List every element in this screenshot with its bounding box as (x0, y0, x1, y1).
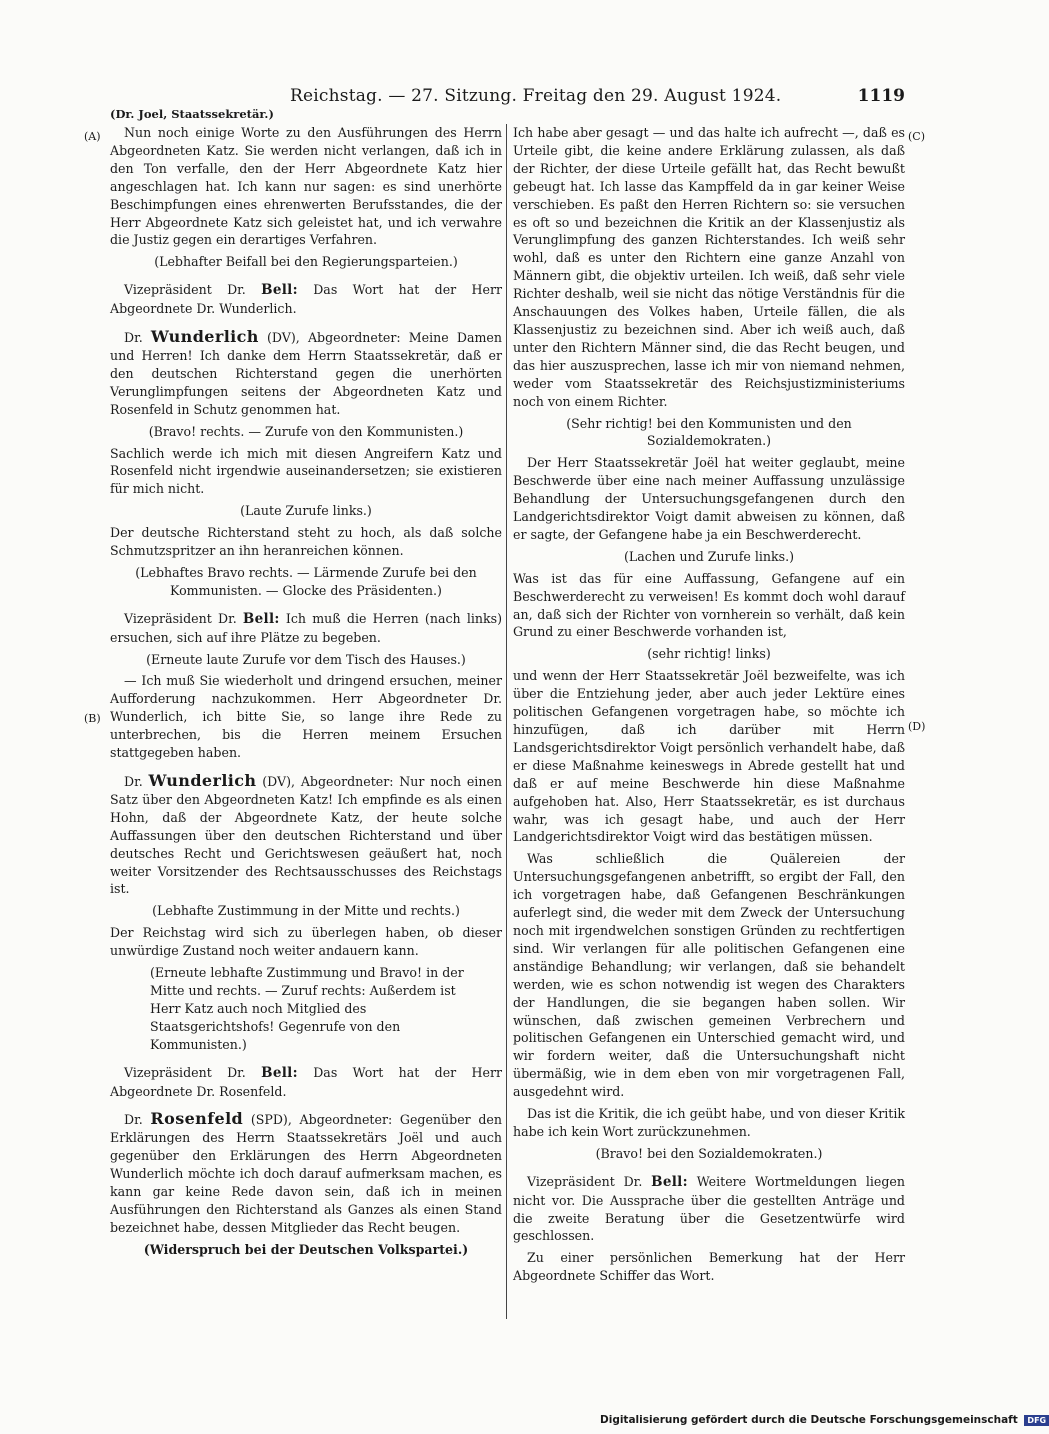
speaker-name: Bell: (261, 282, 298, 299)
interjection: (Bravo! rechts. — Zurufe von den Kommunisten.) (148, 423, 464, 439)
paragraph: Was ist das für eine Auffassung, Gefangene auf ein Beschwerderecht zu verweisen! Es kommt doch wohl darauf an, daß sich der Richter von vornherein so verhält, daß kein Grund zu einer Beschwerde vorhanden ist, (513, 570, 905, 640)
speaker-paragraph (110, 1110, 502, 1236)
paragraph: Zu einer persönlichen Bemerkung hat der Herr Abgeordnete Schiffer das Wort. (513, 1250, 905, 1284)
paragraph: Der Herr Staatssekretär Joël hat weiter geglaubt, meine Beschwerde über eine nach meiner Auffassung unzulässige Behandlung der Untersuchungsgefangenen durch den Landgerichtsdirektor Voigt damit abweisen zu können, daß er sagte, der Gefangene habe ja ein Beschwerderecht. (513, 455, 905, 542)
dfg-logo: DFG (1024, 1415, 1049, 1426)
paragraph-text: Vizepräsident Dr. (527, 1173, 652, 1189)
speaker-paragraph (110, 1064, 502, 1101)
speaker-paragraph (110, 610, 502, 647)
paragraph-text: Dr. (124, 330, 151, 346)
paragraph: Was schließlich die Quälereien der Untersuchungsgefangenen anbetrifft, so ergibt der Fall, den ich vorgetragen habe, daß Gefangenen Beschränkungen auferlegt sind, die weder mit dem Zweck der Untersuchung noch mit irgendwelchen sonstigen Gründen zu rechtfertigen sind. Wir verlangen für alle politischen Gefangenen eine anständige Behandlung; wir verlangen, daß sie behandelt werden, wie es schon notwendig ist wegen des Charakters der Handlungen, die sie begangen haben sollen. Wir wünschen, daß zwischen gemeinen Verbrechern und politischen Gefangenen ein Unterschied gemacht wird, und wir fordern weiter, daß die Untersuchungshaft nicht übermäßig, wie in dem eben von mir vorgetragenen Fall, ausgedehnt wird. (513, 851, 905, 1100)
paragraph-text: Vizepräsident Dr. (124, 610, 243, 626)
interjection: (Lachen und Zurufe links.) (623, 548, 795, 564)
paragraph: — Ich muß Sie wiederholt und dringend ersuchen, meiner Aufforderung nachzukommen. Herr Abgeordneter Dr. Wunderlich, ich bitte Sie, so lange ihre Rede zu unterbrechen, bis die Herren meinem Ersuchen stattgegeben haben. (110, 673, 502, 761)
margin-marker-b: (B) (84, 712, 101, 725)
speaker-paragraph (513, 1173, 905, 1246)
column-divider (506, 124, 507, 1319)
interjection: (Widerspruch bei der Deutschen Volkspartei.) (143, 1241, 469, 1257)
paragraph-text: Das Wort hat der Herr Abgeordnete Dr. Rosenfeld. (110, 1064, 503, 1099)
speaker-name: Bell: (242, 610, 280, 627)
speaker-name: Wunderlich (150, 327, 259, 347)
interjection: (Lebhafte Zustimmung in der Mitte und rechts.) (152, 903, 460, 919)
interjection: (Laute Zurufe links.) (240, 503, 372, 519)
paragraph: Der Reichstag wird sich zu überlegen haben, ob dieser unwürdige Zustand noch weiter andauern kann. (110, 925, 502, 959)
margin-marker-d: (D) (908, 720, 926, 733)
paragraph: und wenn der Herr Staatssekretär Joël bezweifelte, was ich über die Entziehung jeder, aber auch jeder Lektüre eines politischen Gefangenen vorgetragen habe, so möchte ich hinzufügen, daß ich darüber mit Herrn Landsgerichtsdirektor Voigt persönlich verhandelt habe, daß er diese Maßnahme keineswegs in Abrede gestellt hat und daß er auf meine Beschwerde hin diese Maßnahme aufgehoben hat. Also, Herr Staatssekretär, es ist durchaus wahr, was ich gesagt habe, und auch der Herr Landgerichtsdirektor Voigt wird das bestätigen müssen. (513, 668, 905, 845)
running-header (110, 86, 905, 108)
paragraph-text: (DV), Abgeordneter: Meine Damen und Herren! Ich danke dem Herrn Staatssekretär, daß er den deutschen Richterstand gegen die unerhörten Verunglimpfungen seitens der Abgeordneten Katz und Rosenfeld in Schutz genommen hat. (110, 330, 502, 417)
paragraph-text: Vizepräsident Dr. (124, 282, 262, 298)
paragraph: Nun noch einige Worte zu den Ausführungen des Herrn Abgeordneten Katz. Sie werden nicht verlangen, daß ich in den Ton verfalle, den der Herr Abgeordnete Katz hier angeschlagen hat. Ich kann nur sagen: es sind unerhörte Beschimpfungen eines ehrenwerten Berufsstandes, die der Herr Abgeordnete Katz sich geleistet hat, und ich verwahre die Justiz gegen ein derartiges Verfahren. (110, 125, 502, 248)
interjection: (sehr richtig! links) (647, 646, 771, 662)
speaker-context: (Dr. Joel, Staatssekretär.) (110, 107, 274, 121)
page-number: 1119 (857, 86, 905, 106)
margin-marker-c: (C) (908, 130, 925, 143)
interjection: (Lebhaftes Bravo rechts. — Lärmende Zurufe bei den Kommunisten. — Glocke des Präsidenten.) (135, 564, 477, 598)
speaker-paragraph (110, 281, 502, 318)
speaker-name: Bell: (651, 1173, 688, 1190)
paragraph: Sachlich werde ich mich mit diesen Angreifern Katz und Rosenfeld nicht irgendwie auseinandersetzen; sie existieren für mich nicht. (110, 445, 502, 497)
speaker-paragraph (110, 328, 502, 419)
interjection: (Lebhafter Beifall bei den Regierungsparteien.) (154, 254, 458, 270)
paragraph-text: Dr. (124, 1112, 151, 1128)
margin-marker-a: (A) (84, 130, 101, 143)
paragraph-text: (DV), Abgeordneter: Nur noch einen Satz über den Abgeordneten Katz! Ich empfinde es als einen Hohn, daß der Abgeordnete Katz, der heute solche Auffassungen über den deutschen Richterstand und über deutsches Recht und Gerichtswesen geäußert hat, noch weiter Vorsitzender des Rechtsausschusses des Reichstags ist. (110, 774, 503, 897)
paragraph-text: Vizepräsident Dr. (124, 1064, 262, 1080)
paragraph-text: Dr. (124, 774, 149, 789)
credit-text: Digitalisierung gefördert durch die Deutsche Forschungsgemeinschaft (600, 1414, 1018, 1426)
left-column (110, 124, 502, 1263)
paragraph: Das ist die Kritik, die ich geübt habe, und von dieser Kritik habe ich kein Wort zurückzunehmen. (513, 1106, 905, 1139)
speaker-name: Bell: (261, 1064, 298, 1081)
right-column (513, 124, 905, 1289)
speaker-name: Rosenfeld (150, 1109, 244, 1129)
interjection: (Sehr richtig! bei den Kommunisten und den Sozialdemokraten.) (566, 415, 852, 449)
paragraph-text: (SPD), Abgeordneter: Gegenüber den Erklärungen des Herrn Staatssekretärs Joël und auch gegenüber den Erklärungen des Herrn Abgeordneten Wunderlich möchte ich doch darauf aufmerksam machen, es kann gar keine Rede davon sein, daß ich in meinen Ausführungen den Richterstand als Ganzes als einen Stand bezeichnet habe, dessen Mitglieder das Recht beugen. (110, 1112, 502, 1235)
speaker-name: Wunderlich (148, 771, 257, 790)
paragraph: Der deutsche Richterstand steht zu hoch, als daß solche Schmutzspritzer an ihn heranreichen können. (110, 525, 502, 559)
paragraph: Ich habe aber gesagt — und das halte ich aufrecht —, daß es Urteile gibt, die keine andere Erklärung zulassen, als daß der Richter, der diese Urteile gefällt hat, das Recht bewußt gebeugt hat. Ich lasse das Kampffeld da in gar keiner Weise verschieben. Es paßt den Herren Richtern so: sie versuchen es oft so und bezeichnen die Kritik an der Klassenjustiz als Verunglimpfung des ganzen Richterstandes. Ich weiß sehr wohl, daß es unter den Richtern eine ganze Anzahl von Männern gibt, die objektiv urteilen. Ich weiß, daß sehr viele Richter deshalb, weil sie nicht das nötige Verständnis für die Anschauungen des Volkes haben, Urteile fällen, die als Klassenjustiz zu bezeichnen sind. Aber ich weiß auch, daß unter den Richtern Männer sind, die das Recht beugen, und das hier auszusprechen, lasse ich mir von niemand nehmen, weder vom Staatssekretär des Reichsjustizministeriums noch von einem Richter. (513, 125, 905, 409)
interjection: (Bravo! bei den Sozialdemokraten.) (595, 1145, 823, 1161)
interjection: (Erneute laute Zurufe vor dem Tisch des Hauses.) (146, 651, 466, 667)
interjection: (Erneute lebhafte Zustimmung und Bravo! in der Mitte und rechts. — Zuruf rechts: Außerdem ist Herr Katz auch noch Mitglied des Staatsgerichtshofs! Gegenrufe von den Kommunisten.) (150, 965, 464, 1052)
speaker-paragraph (110, 772, 502, 898)
digitization-credit (600, 1414, 1049, 1426)
paragraph-text: Weitere Wortmeldungen liegen nicht vor. Die Aussprache über die gestellten Anträge und die zweite Beratung über die Gesetzentwürfe wird geschlossen. (513, 1173, 905, 1244)
header-title: Reichstag. — 27. Sitzung. Freitag den 29. August 1924. (290, 86, 782, 106)
paragraph-text: Das Wort hat der Herr Abgeordnete Dr. Wunderlich. (110, 282, 503, 317)
paragraph-text: Ich muß die Herren (nach links) ersuchen, sich auf ihre Plätze zu begeben. (110, 610, 503, 645)
